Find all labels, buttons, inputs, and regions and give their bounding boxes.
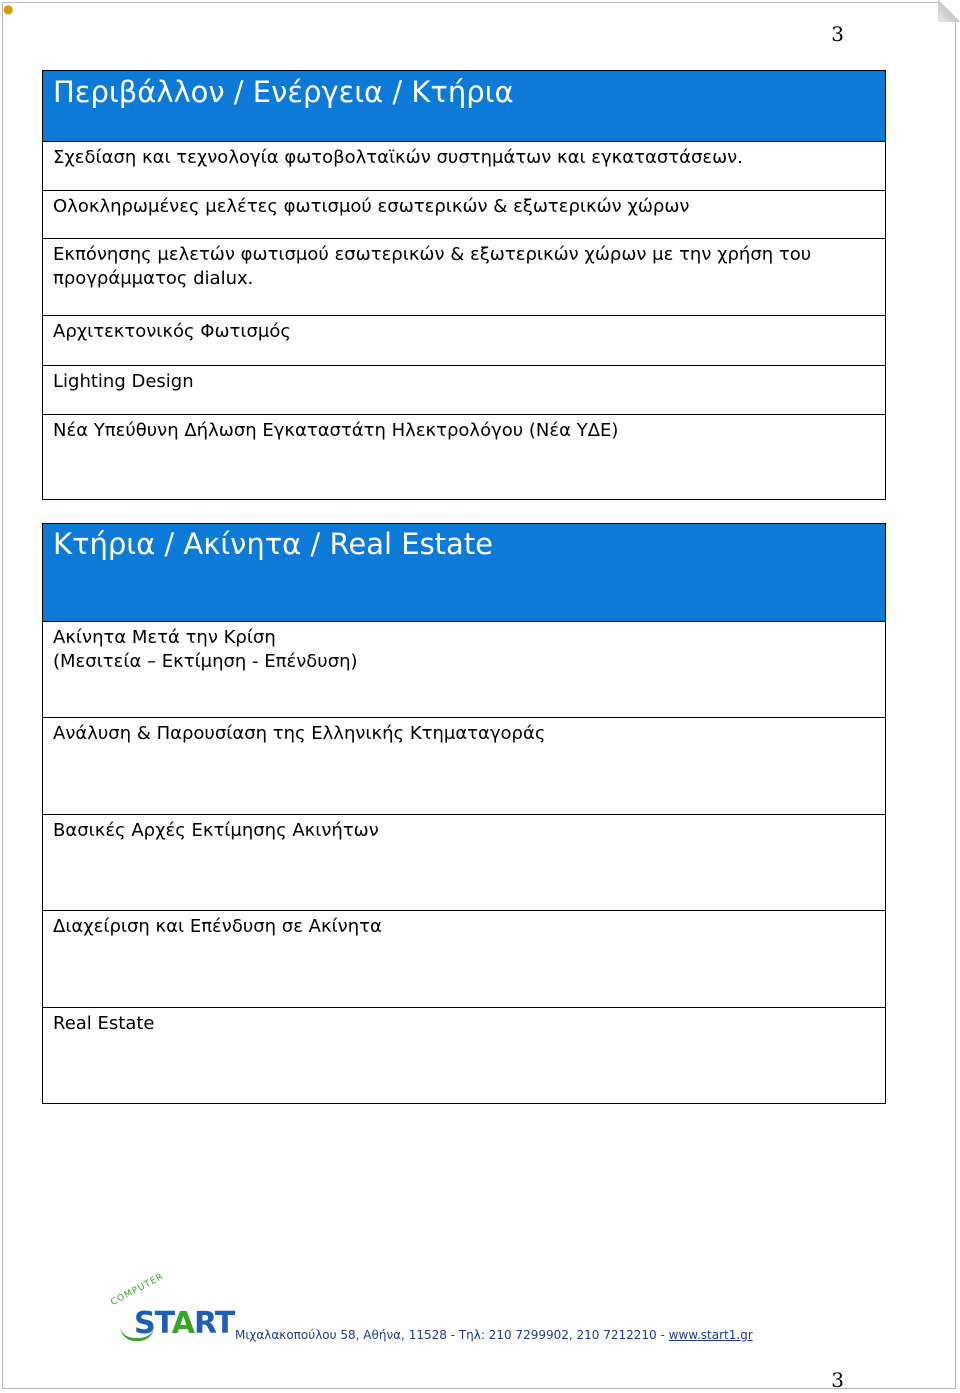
course-row-after-crisis-line2: (Μεσιτεία – Εκτίμηση - Επένδυση) xyxy=(53,651,358,672)
footer-website-link[interactable]: www.start1.gr xyxy=(668,1328,753,1342)
footer xyxy=(109,1271,890,1356)
logo-brand: START xyxy=(134,1306,235,1341)
start-logo xyxy=(109,1271,235,1346)
course-row-real-estate: Real Estate xyxy=(43,1007,885,1103)
pin-icon: ● xyxy=(3,2,14,16)
footer-address xyxy=(235,1328,753,1342)
course-row-valuation: Βασικές Αρχές Εκτίμησης Ακινήτων xyxy=(43,814,885,910)
section-real-estate-title: Κτήρια / Ακίνητα / Real Estate xyxy=(43,524,885,621)
course-row-architectural-lighting: Αρχιτεκτονικός Φωτισμός xyxy=(43,315,885,365)
footer-address-text: Μιχαλακοπούλου 58, Αθήνα, 11528 - Τηλ: 210 7299902, 210 7212210 - xyxy=(235,1328,669,1342)
page-corner-fold xyxy=(938,0,960,22)
course-row-lighting-studies: Ολοκληρωμένες μελέτες φωτισμού εσωτερικών & εξωτερικών χώρων xyxy=(43,190,885,238)
course-row-lighting-design: Lighting Design xyxy=(43,365,885,414)
section-energy-table xyxy=(42,70,886,500)
page-number-bottom: 3 xyxy=(831,1368,844,1392)
course-row-after-crisis xyxy=(43,621,885,717)
course-row-management-investment: Διαχείριση και Επένδυση σε Ακίνητα xyxy=(43,910,885,1007)
course-row-pv: Σχεδίαση και τεχνολογία φωτοβολταϊκών συστημάτων και εγκαταστάσεων. xyxy=(43,141,885,190)
logo-computer-text: COMPUTER xyxy=(109,1271,166,1308)
section-real-estate-table xyxy=(42,523,886,1104)
course-row-market-analysis: Ανάλυση & Παρουσίαση της Ελληνικής Κτηματαγοράς xyxy=(43,717,885,814)
section-energy-title: Περιβάλλον / Ενέργεια / Κτήρια xyxy=(43,71,885,141)
course-row-dialux: Εκπόνησης μελετών φωτισμού εσωτερικών & εξωτερικών χώρων με την χρήση του προγράμματος dialux. xyxy=(43,238,885,315)
page-number-top: 3 xyxy=(831,22,844,46)
course-row-yde: Νέα Υπεύθυνη Δήλωση Εγκαταστάτη Ηλεκτρολόγου (Νέα ΥΔΕ) xyxy=(43,414,885,499)
course-row-after-crisis-line1: Ακίνητα Μετά την Κρίση xyxy=(53,627,276,648)
